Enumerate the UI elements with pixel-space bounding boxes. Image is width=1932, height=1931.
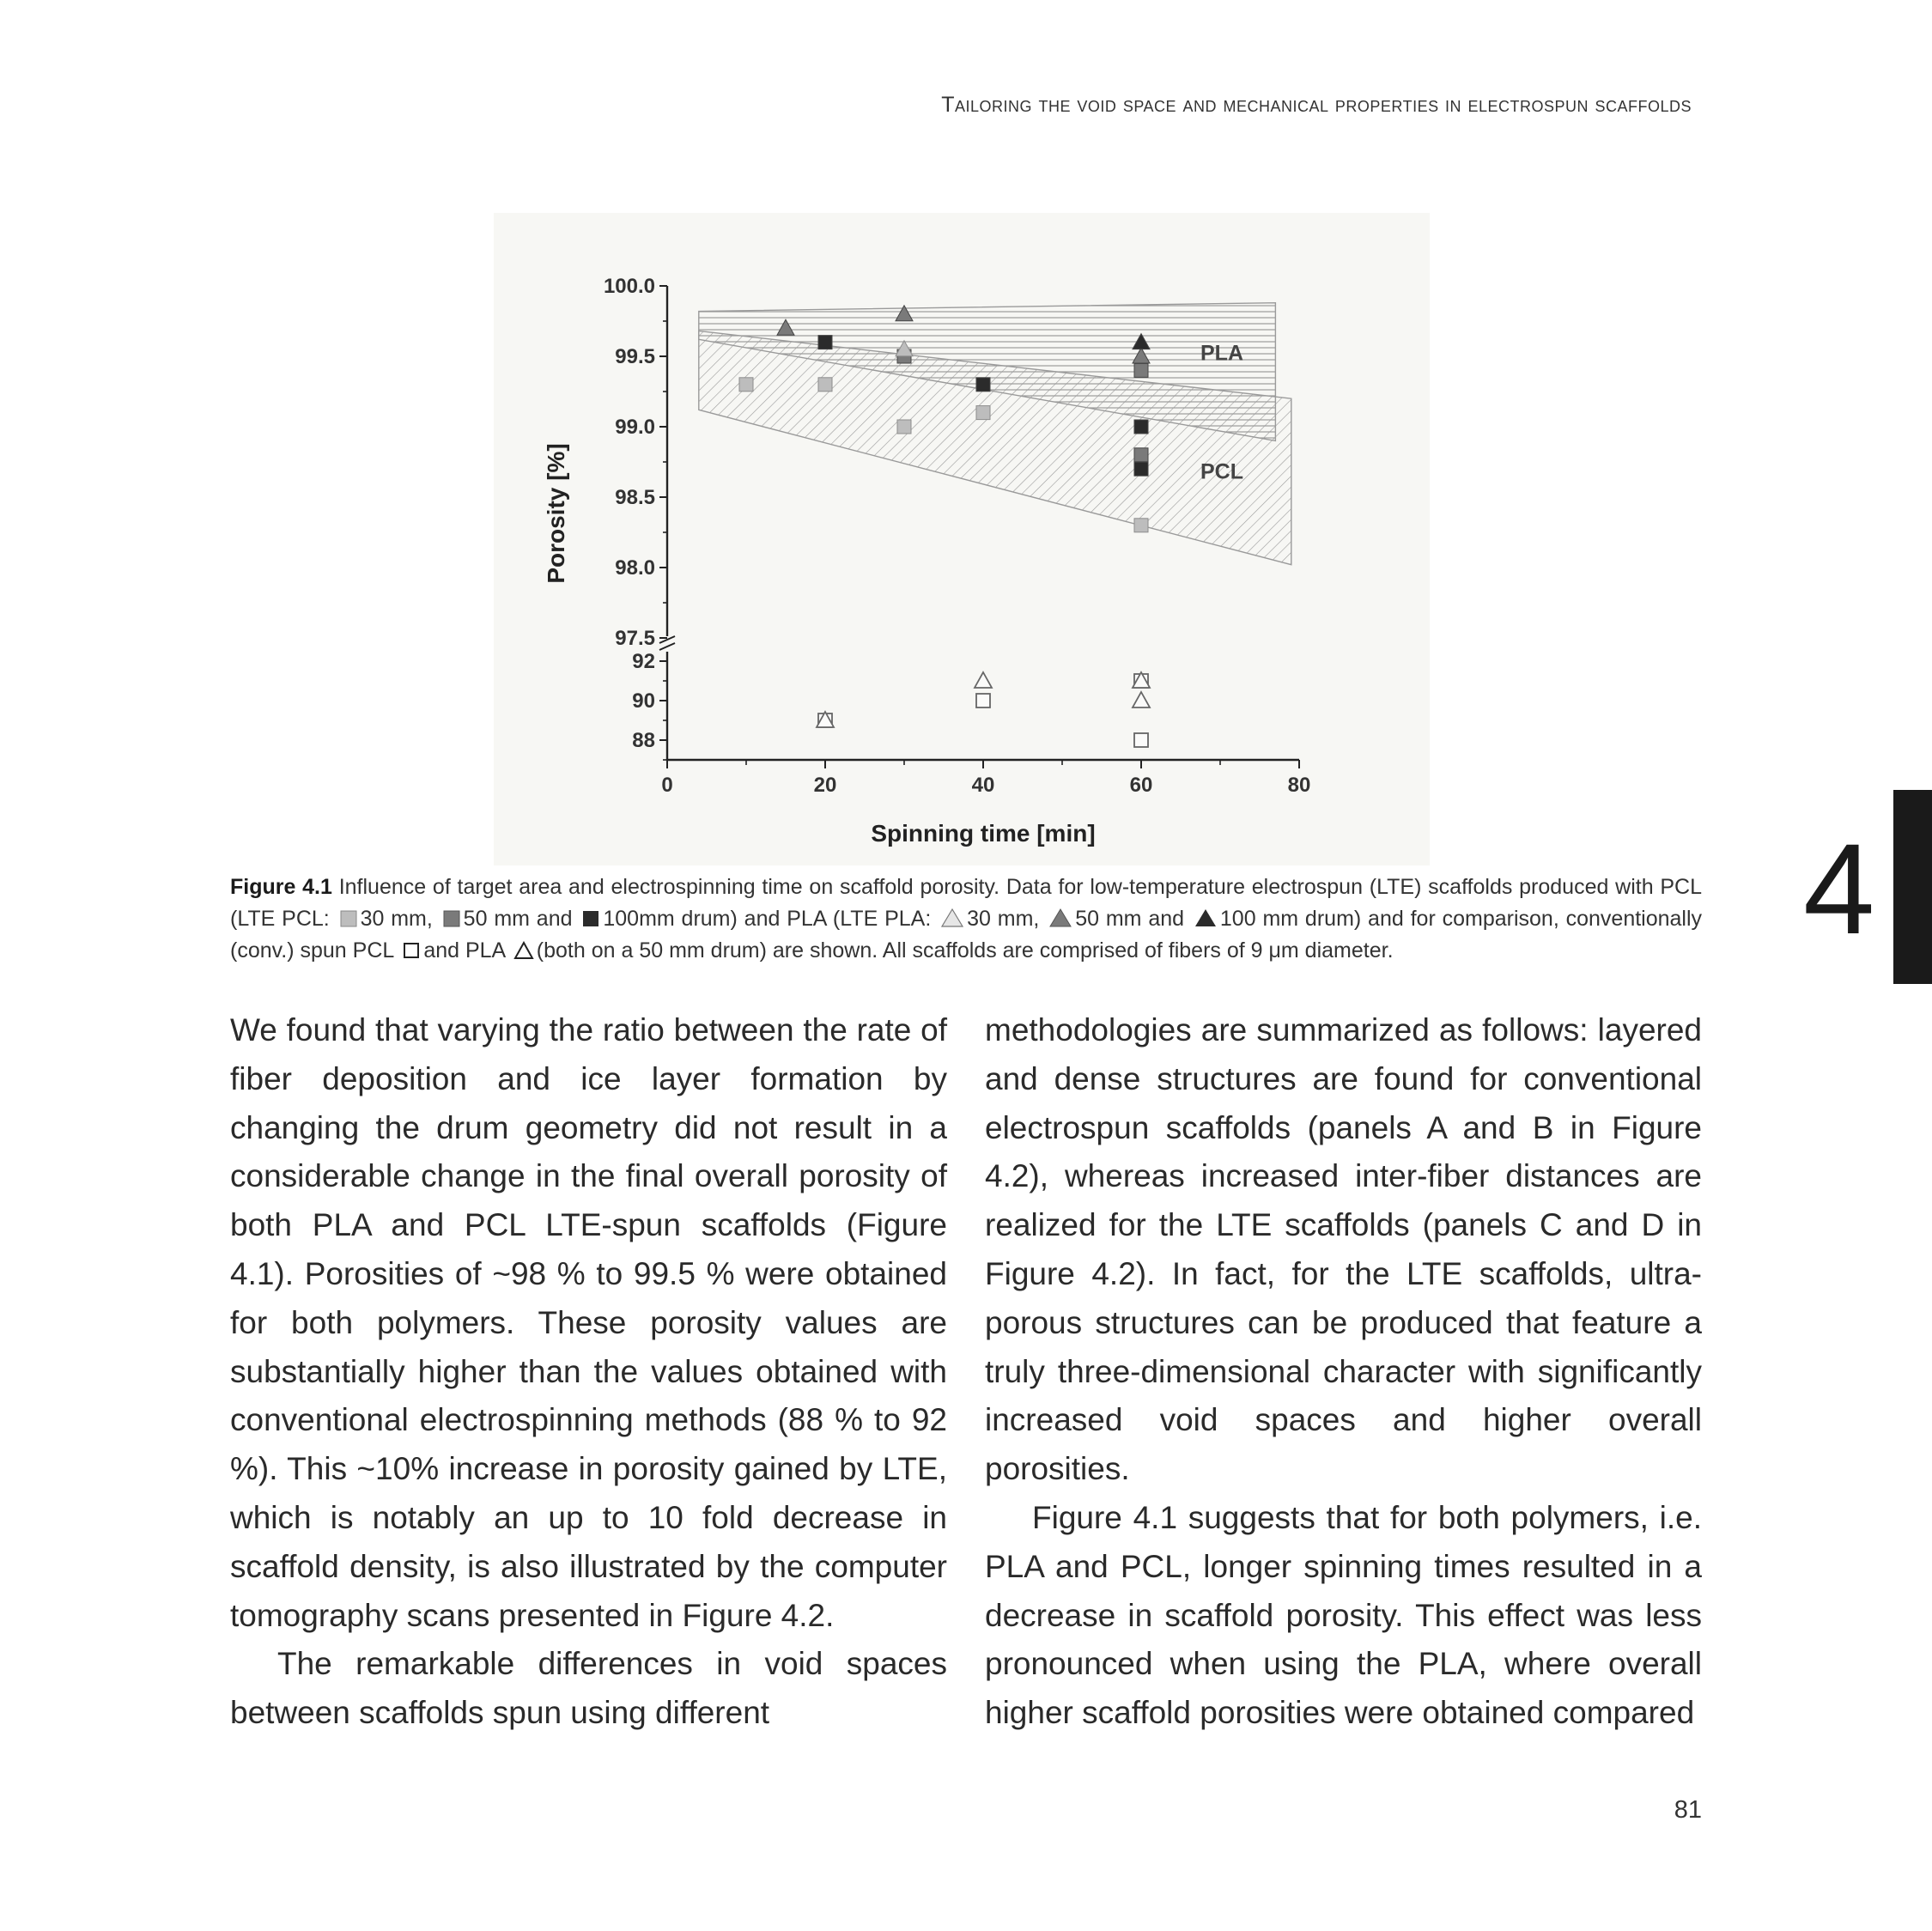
caption-text-4: 100mm drum) and PLA (LTE PLA:	[603, 907, 932, 931]
data-point-square	[976, 378, 990, 392]
y-tick-label: 97.5	[615, 627, 655, 650]
y-tick-label: 88	[632, 729, 655, 752]
x-axis-title: Spinning time [min]	[871, 820, 1096, 847]
light-square-icon	[339, 909, 358, 928]
data-point-square	[1134, 733, 1148, 747]
data-point-square	[1134, 519, 1148, 532]
data-point-square	[818, 336, 832, 349]
page-number: 81	[1674, 1796, 1702, 1824]
data-point-square	[1134, 462, 1148, 476]
data-point-square	[897, 420, 911, 434]
data-point-square	[818, 378, 832, 392]
caption-text-5: 30 mm,	[967, 907, 1040, 931]
annotation-pcl: PCL	[1200, 459, 1243, 484]
y-tick-label: 92	[632, 650, 655, 673]
running-header	[941, 93, 1692, 118]
data-point-square	[976, 694, 990, 707]
x-tick-label: 20	[813, 774, 837, 797]
dark-square-icon	[581, 909, 600, 928]
x-tick-label: 40	[971, 774, 995, 797]
body-column-right	[985, 1006, 1702, 1738]
x-tick-label: 60	[1129, 774, 1153, 797]
data-point-square	[739, 378, 753, 392]
y-axis-title: Porosity [%]	[543, 443, 569, 584]
y-tick-label: 90	[632, 689, 655, 713]
paragraph: Figure 4.1 suggests that for both polymers, i.e. PLA and PCL, longer spinning times resulted in a decrease in scaffold porosity. This effect was less pronounced when using the PLA, where overall higher scaffold porosities were obtained compared	[985, 1499, 1702, 1731]
data-point-square	[1134, 420, 1148, 434]
paragraph: We found that varying the ratio between the rate of fiber deposition and ice layer formation by changing the drum geometry did not result in a considerable change in the final overall porosity of both PLA and PCL LTE-spun scaffolds (Figure 4.1). Porosities of ~98 % to 99.5 % were obtained for both polymers. These porosity values are substantially higher than the values obtained with conventional electrospinning methods (88 % to 92 %). This ~10% increase in porosity gained by LTE, which is notably an up to 10 fold decrease in scaffold density, is also illustrated by the computer tomography scans presented in Figure 4.2.	[230, 1012, 947, 1633]
dark-triangle-icon	[1194, 908, 1218, 928]
open-square-icon	[402, 941, 421, 960]
paragraph: methodologies are summarized as follows: layered and dense structures are found for conventional electrospun scaffolds (panels A and B in Figure 4.2), whereas increased inter-fiber distances are realized for the LTE scaffolds (panels C and D in Figure 4.2). In fact, for the LTE scaffolds, ultra-porous structures can be produced that feature a truly three-dimensional character with significantly increased void spaces and higher overall porosities.	[985, 1012, 1702, 1487]
y-tick-label: 99.5	[615, 345, 655, 368]
caption-text-6: 50 mm and	[1075, 907, 1185, 931]
y-tick-label: 98.0	[615, 556, 655, 580]
x-tick-label: 80	[1287, 774, 1311, 797]
open-triangle-icon	[513, 941, 534, 960]
caption-text-3: 50 mm and	[463, 907, 573, 931]
data-point-triangle	[1133, 692, 1150, 707]
figure-label: Figure 4.1	[230, 875, 332, 899]
y-tick-label: 100.0	[603, 275, 655, 298]
paragraph: The remarkable differences in void spaces between scaffolds spun using different	[230, 1646, 947, 1731]
caption-text-2: 30 mm,	[360, 907, 433, 931]
annotation-pla: PLA	[1200, 341, 1243, 366]
chapter-number: 4	[1803, 817, 1875, 961]
medium-triangle-icon	[1048, 908, 1072, 928]
x-tick-label: 0	[661, 774, 673, 797]
y-tick-label: 98.5	[615, 486, 655, 509]
y-tick-label: 99.0	[615, 416, 655, 439]
caption-text-1: Influence of target area and electrospinning time on scaffold porosity. Data for low-temperature electrospun (LTE) scaffolds produced with PCL (LTE PCL:	[230, 875, 1702, 931]
figure-caption	[230, 871, 1702, 967]
running-header-title: Tailoring the void space and mechanical properties in electrospun scaffolds	[941, 93, 1692, 117]
caption-text-7: 100 mm drum) and for comparison, conventionally (conv.) spun PCL	[230, 907, 1703, 962]
data-point-square	[1134, 448, 1148, 462]
figure-4-1	[494, 213, 1430, 865]
medium-square-icon	[442, 909, 461, 928]
caption-text-9: (both on a 50 mm drum) are shown. All scaffolds are comprised of fibers of 9 μm diameter.	[536, 938, 1394, 962]
data-point-square	[1134, 363, 1148, 377]
light-triangle-icon	[940, 908, 964, 928]
axis-break-mark	[659, 643, 675, 650]
caption-text-8: and PLA	[423, 938, 505, 962]
porosity-chart	[494, 213, 1430, 865]
data-point-square	[976, 406, 990, 420]
data-point-triangle	[975, 672, 992, 688]
chapter-tab	[1893, 790, 1932, 984]
body-column-left	[230, 1006, 947, 1738]
